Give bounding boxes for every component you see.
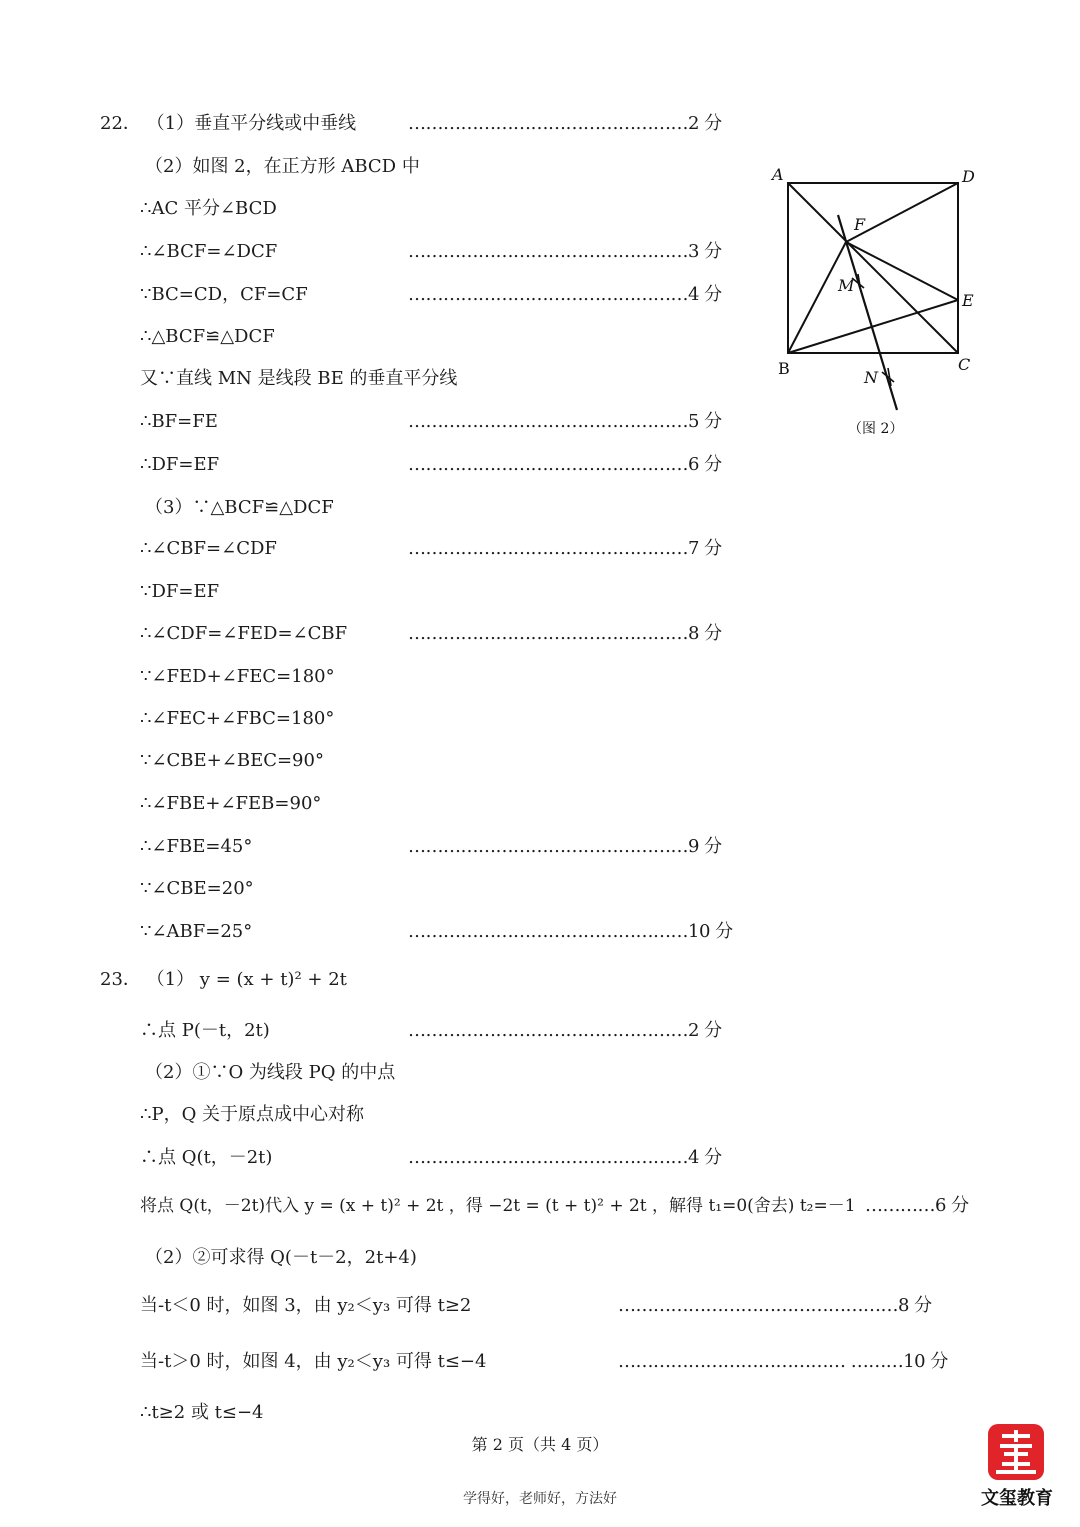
answer-line: ∴AC 平分∠BCD — [140, 198, 277, 219]
answer-line: ∴△BCF≌△DCF — [140, 326, 275, 347]
answer-line: ∴点 Q(t，－2t) — [140, 1147, 273, 1168]
score-dots: ………………………………… ………10 分 — [618, 1351, 948, 1372]
answer-line: ∵DF=EF — [140, 581, 220, 602]
segment-bf — [788, 242, 846, 353]
answer-line: 又∵直线 MN 是线段 BE 的垂直平分线 — [140, 368, 458, 389]
answer-line: 22． （1）垂直平分线或中垂线 — [100, 113, 357, 134]
page-number: 第 2 页（共 4 页） — [471, 1435, 609, 1454]
score-dots: …………6 分 — [865, 1195, 969, 1216]
figure-caption: （图 2） — [848, 421, 904, 437]
answer-line: ∴∠CBF=∠CDF — [140, 538, 277, 559]
answer-line: （2）如图 2，在正方形 ABCD 中 — [145, 156, 420, 177]
answer-line: ∴∠FBE=45° — [140, 836, 253, 857]
answer-line: ∵∠CBE=20° — [140, 878, 254, 899]
answer-line: ∴BF=FE — [140, 411, 218, 432]
label-m: M — [838, 276, 855, 295]
score-dots: …………………………………………8 分 — [618, 1295, 932, 1316]
answer-line: ∴∠FBE+∠FEB=90° — [140, 793, 322, 814]
label-e: E — [962, 291, 974, 310]
answer-line: ∴P，Q 关于原点成中心对称 — [140, 1104, 365, 1125]
segment-fe — [846, 242, 958, 300]
answer-line: ∵∠FED+∠FEC=180° — [140, 666, 335, 687]
answer-line: （3）∵△BCF≌△DCF — [145, 497, 334, 518]
answer-line: ∴t≥2 或 t≤−4 — [140, 1402, 264, 1423]
label-b: B — [778, 359, 790, 378]
answer-line: ∵∠ABF=25° — [140, 921, 253, 942]
answer-line: （2）①∵O 为线段 PQ 的中点 — [145, 1062, 396, 1083]
footer-slogan: 学得好，老师好，方法好 — [463, 1491, 617, 1507]
brand-name: 文玺教育 — [981, 1488, 1053, 1509]
score-dots: …………………………………………9 分 — [408, 836, 722, 857]
label-n: N — [864, 368, 878, 387]
label-c: C — [958, 355, 971, 374]
score-dots: …………………………………………3 分 — [408, 241, 722, 262]
answer-line: ∵∠CBE+∠BEC=90° — [140, 750, 324, 771]
answer-line: ∴∠CDF=∠FED=∠CBF — [140, 623, 348, 644]
label-d: D — [962, 167, 975, 186]
label-a: A — [772, 165, 784, 184]
score-dots: …………………………………………4 分 — [408, 284, 722, 305]
score-dots: …………………………………………7 分 — [408, 538, 722, 559]
score-dots: …………………………………………5 分 — [408, 411, 722, 432]
label-f: F — [854, 215, 866, 234]
score-dots: …………………………………………2 分 — [408, 113, 722, 134]
geometry-figure — [760, 160, 990, 460]
answer-line: 将点 Q(t，－2t)代入 y = (x + t)² + 2t ，得 −2t = (t + t)² + 2t ，解得 t₁=0(舍去) t₂=－1 — [140, 1196, 856, 1216]
answer-line: ∵BC=CD，CF=CF — [140, 284, 308, 305]
answer-line: ∴∠BCF=∠DCF — [140, 241, 278, 262]
answer-line: 当-t＜0 时，如图 3，由 y₂＜y₃ 可得 t≥2 — [140, 1295, 472, 1316]
answer-line: ∴点 P(－t，2t) — [140, 1020, 270, 1041]
answer-line: ∴∠FEC+∠FBC=180° — [140, 708, 335, 729]
score-dots: …………………………………………10 分 — [408, 921, 733, 942]
answer-line: ∴DF=EF — [140, 454, 220, 475]
answer-line: 当-t＞0 时，如图 4，由 y₂＜y₃ 可得 t≤−4 — [140, 1351, 487, 1372]
answer-line: （2）②可求得 Q(－t－2，2t+4) — [145, 1247, 417, 1268]
answer-line: 23． （1） y = (x + t)² + 2t — [100, 969, 347, 990]
score-dots: …………………………………………4 分 — [408, 1147, 722, 1168]
score-dots: …………………………………………6 分 — [408, 454, 722, 475]
score-dots: …………………………………………8 分 — [408, 623, 722, 644]
score-dots: …………………………………………2 分 — [408, 1020, 722, 1041]
